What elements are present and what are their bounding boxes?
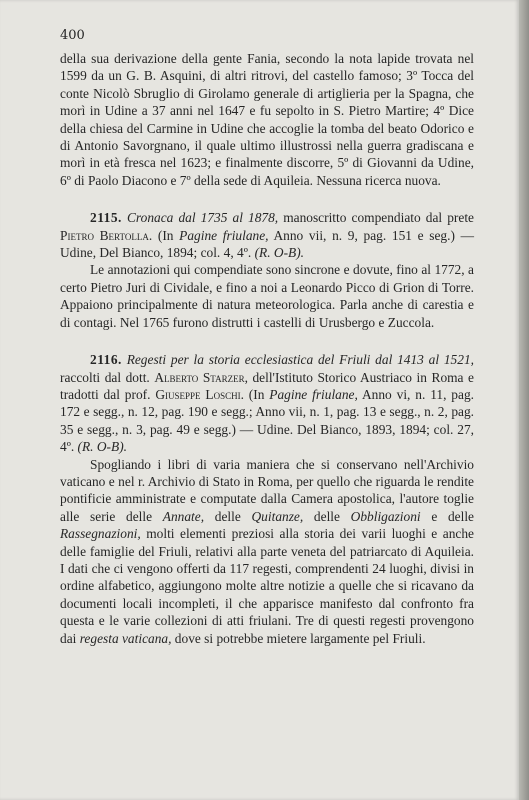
entry-author: Pietro Bertolla bbox=[60, 227, 149, 243]
entry-text: raccolti dal dott. bbox=[60, 369, 155, 385]
entry-number: 2115. bbox=[90, 210, 122, 226]
entry-text: . (In bbox=[240, 386, 270, 402]
series-name: Annate, bbox=[162, 508, 205, 524]
entry-number: 2116. bbox=[90, 352, 122, 368]
entry-journal: Pagine friulane, bbox=[179, 227, 269, 243]
page-text bbox=[60, 50, 474, 647]
description-text: delle bbox=[204, 508, 252, 524]
entry-code: (R. O-B). bbox=[77, 439, 127, 455]
entry-text: Anno vi, n. 11, pag. 172 e segg., n. 12, pag. 190 e segg.; Anno vii, n. 1, pag. 13 e segg., n. 2, pag. 35 e segg., n. 3, pag. 49 e segg.) — Udine. Del Bianco, 1893, 1894; col. 27, 4º. bbox=[60, 386, 474, 455]
page-number: 400 bbox=[60, 28, 85, 43]
entry-2116 bbox=[60, 351, 474, 455]
description-text: delle bbox=[303, 508, 351, 524]
description-text: dove si potrebbe mietere largamente pel Friuli. bbox=[171, 630, 426, 646]
entry-2115 bbox=[60, 209, 474, 261]
series-name: Obbligazioni bbox=[350, 508, 421, 524]
entry-title: Regesti per la storia ecclesiastica del Friuli dal 1413 al 1521, bbox=[126, 352, 474, 368]
description-text: e delle bbox=[420, 508, 475, 524]
entry-author: Alberto Starzer bbox=[154, 369, 245, 385]
entry-text: , dell'Istituto Storico Austriaco in Roma e tradotti dal prof. bbox=[60, 369, 474, 402]
series-name: Rassegnazioni, bbox=[60, 526, 141, 542]
series-name: Quitanze, bbox=[251, 508, 304, 524]
entry-text: manoscritto compendiato dal prete bbox=[278, 210, 474, 226]
entry-2115-description: Le annotazioni qui compendiate sono sincrone e dovute, fino al 1772, a certo Pietro Juri di Cividale, e fino a noi a Leonardo Picco di Grion di Torre. Appaiono principalmente di natura meteorologica. Parla anche di carestia e di contagi. Nel 1765 furono distrutti i castelli di Urusbergo e Zuccola. bbox=[60, 262, 474, 330]
intro-paragraph: della sua derivazione della gente Fania, secondo la nota lapide trovata nel 1599 da un G. B. Asquini, di altri ritrovi, del castello famoso; 3º Tocca del conte Nicolò Sbruglio di Girolamo generale di artiglieria per la Spagna, che morì in Udine a 37 anni nel 1647 e fu sepolto in S. Pietro Martire; 4º Dice della chiesa del Carmine in Udine che accoglie la tomba del beato Odorico e di Antonio Savorgnano, il quale ultimo illustrossi nella guerra gradiscana e morì in età fresca nel 1623; e finalmente discorre, 5º di Giovanni da Udine, 6º di Paolo Diacono e 7º della sede di Aquileia. Nessuna ricerca nuova. bbox=[60, 51, 474, 188]
series-name: regesta vaticana, bbox=[79, 630, 172, 646]
entry-title: Cronaca dal 1735 al 1878, bbox=[126, 210, 279, 226]
entry-2116-description bbox=[60, 456, 474, 647]
page-edge bbox=[519, 0, 529, 800]
description-text: molti elementi preziosi alla storia dei varii luoghi e anche delle famiglie del Friuli, relativi alla parte veneta del patriarcato di Aquileia. I dati che ci vengono offerti da 117 regesti, comprendenti 24 luoghi, divisi in ordine alfabetico, aggiungono molte altre notizie a quelle che si ricavano da documenti locali incompleti, il che apparisce manifesto dal confronto fra questa e le varie collezioni di atti friulani. Tre di questi regesti provengono dai bbox=[60, 526, 474, 646]
entry-code: (R. O-B). bbox=[254, 245, 305, 261]
entry-text: Anno vii, n. 9, pag. 151 e seg.) — Udine, Del Bianco, 1894; col. 4, 4º. bbox=[60, 227, 474, 261]
description-text: Spogliando i libri di varia maniera che si conservano nell'Archivio vaticano e nel r. Archivio di Stato in Roma, per quello che riguarda le rendite pontificie amministrate e computate dalla Camera apostolica, l'autore toglie alle serie delle bbox=[60, 456, 474, 524]
entry-translator: Giuseppe Loschi bbox=[155, 386, 241, 402]
entry-journal: Pagine friulane, bbox=[269, 386, 358, 402]
entry-text: . (In bbox=[148, 227, 180, 243]
